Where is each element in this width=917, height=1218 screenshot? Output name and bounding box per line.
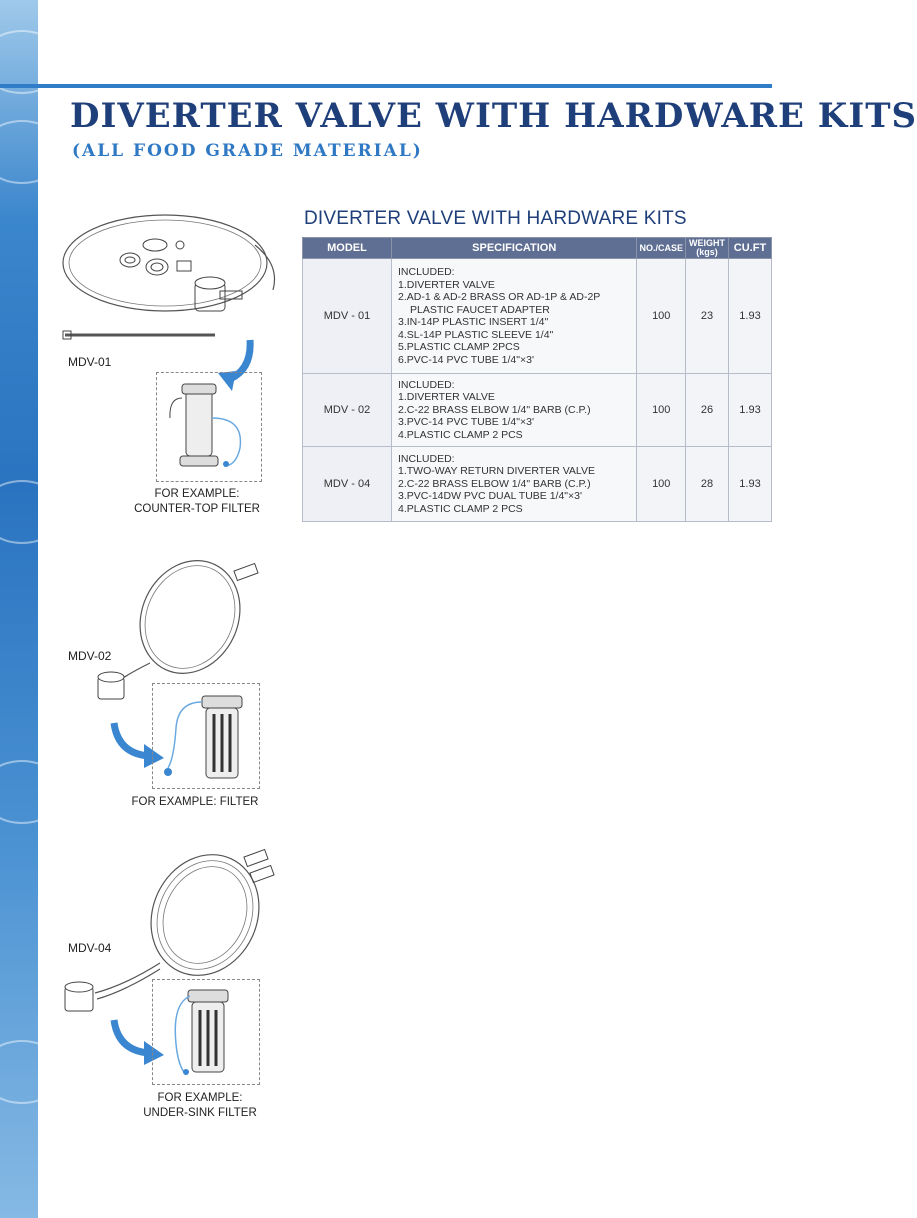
cell-spec — [392, 259, 637, 374]
spec-line: INCLUDED: — [398, 266, 455, 278]
table-title: DIVERTER VALVE WITH HARDWARE KITS — [304, 208, 687, 229]
header-weight-unit: (kgs) — [696, 247, 718, 257]
table-row — [303, 447, 772, 522]
mdv02-caption-line1: FOR EXAMPLE: FILTER — [131, 796, 259, 808]
spec-line: 3.IN-14P PLASTIC INSERT 1/4" — [398, 316, 549, 328]
top-rule — [0, 84, 772, 88]
cell-cuft: 1.93 — [729, 259, 772, 374]
spec-line: 1.TWO-WAY RETURN DIVERTER VALVE — [398, 465, 595, 478]
spec-line: 6.PVC-14 PVC TUBE 1/4"×3' — [398, 353, 534, 366]
header-specification: SPECIFICATION — [392, 238, 637, 259]
table-row — [303, 374, 772, 447]
cell-no-case: 100 — [637, 374, 686, 447]
spec-line: 2.AD-1 & AD-2 BRASS OR AD-1P & AD-2P — [398, 291, 601, 303]
cell-spec — [392, 447, 637, 522]
under-sink-filter-illustration — [160, 984, 252, 1080]
spec-line: 4.SL-14P PLASTIC SLEEVE 1/4" — [398, 328, 554, 341]
side-water-strip — [0, 0, 38, 1218]
mdv02-label: MDV-02 — [68, 649, 112, 663]
cell-weight: 23 — [686, 259, 729, 374]
spec-line: 3.PVC-14 PVC TUBE 1/4"×3' — [398, 416, 534, 429]
cell-model: MDV - 04 — [303, 447, 392, 522]
spec-line: INCLUDED: — [398, 452, 455, 465]
spec-line: 4.PLASTIC CLAMP 2 PCS — [398, 502, 523, 515]
mdv01-caption-line1: FOR EXAMPLE: — [154, 488, 240, 500]
cell-cuft: 1.93 — [729, 447, 772, 522]
mdv02-caption — [120, 795, 270, 810]
cell-no-case: 100 — [637, 259, 686, 374]
spec-line: 1.DIVERTER VALVE — [398, 278, 495, 291]
mdv04-caption — [125, 1091, 275, 1121]
cell-spec — [392, 374, 637, 447]
mdv04-caption-line1: FOR EXAMPLE: — [157, 1092, 243, 1104]
header-cuft: CU.FT — [729, 238, 772, 259]
cell-model: MDV - 01 — [303, 259, 392, 374]
cell-cuft: 1.93 — [729, 374, 772, 447]
page-title: DIVERTER VALVE WITH HARDWARE KITS — [70, 96, 917, 136]
mdv04-label: MDV-04 — [68, 941, 112, 955]
spec-line: 4.PLASTIC CLAMP 2 PCS — [398, 428, 523, 441]
table-header-row — [303, 238, 772, 259]
spec-line: 5.PLASTIC CLAMP 2PCS — [398, 341, 520, 353]
mdv01-label: MDV-01 — [68, 355, 112, 369]
header-model: MODEL — [303, 238, 392, 259]
mdv01-caption-line2: COUNTER-TOP FILTER — [134, 503, 260, 515]
header-no-case — [637, 238, 686, 259]
filter-illustration — [158, 688, 254, 784]
spec-line: PLASTIC FAUCET ADAPTER — [410, 303, 550, 316]
mdv04-caption-line2: UNDER-SINK FILTER — [143, 1107, 257, 1119]
cell-model: MDV - 02 — [303, 374, 392, 447]
spec-line: INCLUDED: — [398, 378, 455, 391]
spec-line: 2.C-22 BRASS ELBOW 1/4" BARB (C.P.) — [398, 477, 591, 490]
spec-table — [302, 237, 772, 522]
mdv01-caption — [122, 487, 272, 517]
spec-line: 3.PVC-14DW PVC DUAL TUBE 1/4"×3' — [398, 490, 583, 503]
page-subtitle: (ALL FOOD GRADE MATERIAL) — [72, 141, 423, 161]
spec-line: 1.DIVERTER VALVE — [398, 391, 495, 404]
mdv01-kit-illustration — [55, 205, 285, 355]
header-no-case-text: NO./CASE — [639, 242, 683, 253]
header-weight-text: WEIGHT — [689, 238, 725, 248]
cell-weight: 28 — [686, 447, 729, 522]
spec-line: 2.C-22 BRASS ELBOW 1/4" BARB (C.P.) — [398, 403, 591, 416]
cell-no-case: 100 — [637, 447, 686, 522]
header-weight — [686, 238, 729, 259]
cell-weight: 26 — [686, 374, 729, 447]
countertop-filter-illustration — [164, 378, 254, 474]
table-row — [303, 259, 772, 374]
